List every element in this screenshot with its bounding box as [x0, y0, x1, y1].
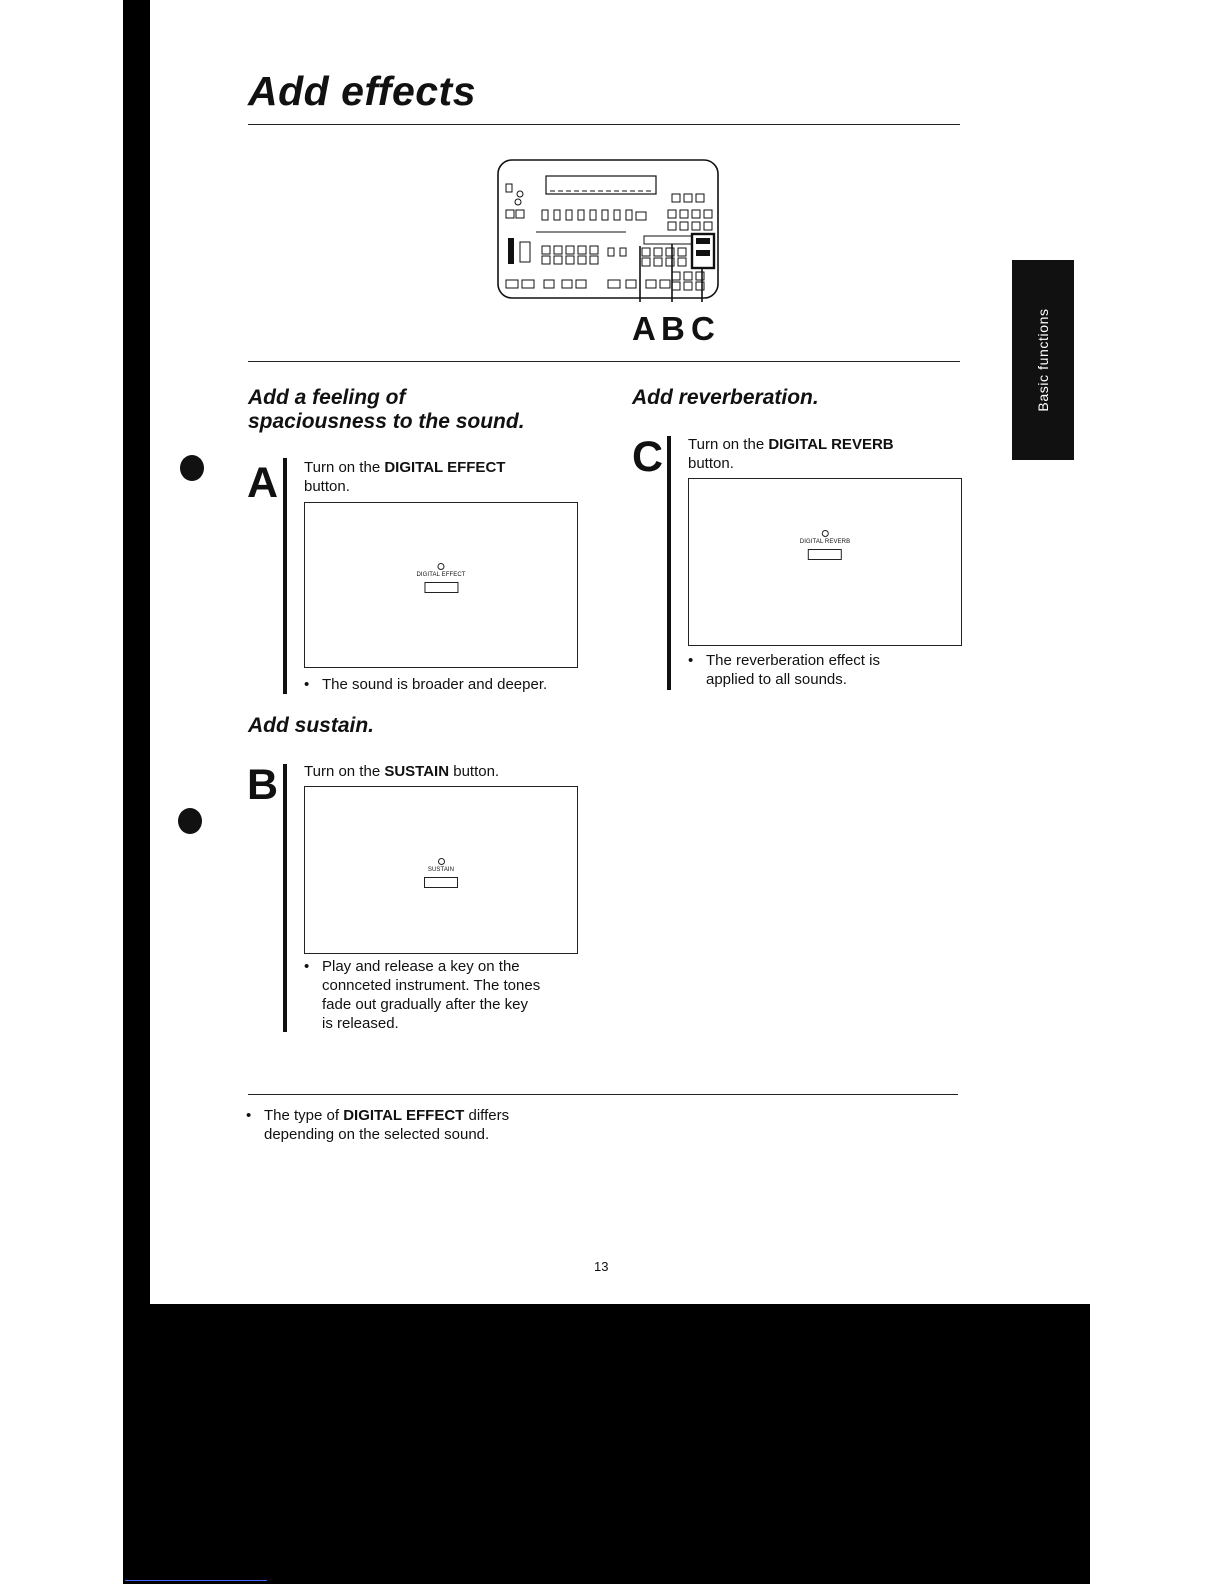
effect-heading-line2: spaciousness to the sound.	[248, 410, 525, 433]
step-b-bar	[283, 764, 287, 1032]
effect-heading	[248, 386, 525, 434]
sustain-instruction-bold: SUSTAIN	[384, 763, 450, 780]
effect-instruction-bold: DIGITAL EFFECT	[384, 459, 506, 476]
reverb-instruction-bold: DIGITAL REVERB	[768, 436, 894, 453]
title-rule	[248, 124, 960, 125]
footnote-line2: depending on the selected sound.	[264, 1126, 490, 1143]
binding-hole-top	[180, 455, 204, 481]
sustain-instruction-post: button.	[449, 763, 500, 780]
digital-reverb-control	[800, 530, 850, 560]
digital-effect-label: DIGITAL EFFECT	[416, 572, 466, 579]
section-rule	[248, 361, 960, 362]
reverb-instruction-post: button.	[688, 455, 734, 472]
reverb-note-line1: The reverberation effect is	[706, 652, 880, 669]
step-c-bar	[667, 436, 671, 690]
left-margin	[0, 0, 123, 1584]
side-tab	[1012, 260, 1074, 460]
sustain-panel	[304, 786, 578, 954]
sustain-heading: Add sustain.	[248, 714, 375, 737]
bottom-right-scan-border	[1068, 1304, 1090, 1584]
bottom-scan-border	[123, 1304, 1090, 1584]
indicator-light-icon	[437, 563, 444, 570]
figure-label-b: B	[661, 310, 685, 347]
footnote-bold: DIGITAL EFFECT	[343, 1107, 465, 1124]
step-letter-a: A	[247, 459, 279, 507]
footnote-post: differs	[464, 1107, 510, 1124]
footnote-pre: The type of	[264, 1107, 344, 1124]
step-letter-b: B	[247, 761, 279, 809]
page-title: Add effects	[248, 68, 477, 114]
sustain-note-line2: connceted instrument. The tones	[322, 977, 541, 994]
sustain-label: SUSTAIN	[427, 867, 455, 874]
sustain-note-line3: fade out gradually after the key	[322, 996, 528, 1013]
sustain-instruction	[304, 762, 499, 781]
sustain-note-line1: Play and release a key on the	[322, 958, 520, 975]
reverb-heading: Add reverberation.	[632, 386, 819, 409]
sustain-note-line4: is released.	[322, 1015, 399, 1032]
step-letter-c: C	[632, 433, 664, 481]
figure-label-a: A	[632, 310, 656, 347]
page-number: 13	[594, 1259, 609, 1274]
reverb-instruction	[688, 435, 894, 473]
effect-heading-line1: Add a feeling of	[248, 386, 406, 409]
figure-label-c: C	[691, 310, 715, 347]
sustain-instruction-pre: Turn on the	[304, 763, 385, 780]
right-margin	[1090, 0, 1224, 1584]
digital-reverb-label: DIGITAL REVERB	[799, 539, 851, 546]
effect-instruction-pre: Turn on the	[304, 459, 385, 476]
digital-effect-control	[416, 563, 465, 593]
effect-instruction-post: button.	[304, 478, 350, 495]
step-a-bar	[283, 458, 287, 694]
sustain-button[interactable]	[424, 877, 458, 888]
indicator-light-icon	[438, 858, 445, 865]
reverb-note-line2: applied to all sounds.	[706, 671, 847, 688]
side-tab-label: Basic functions	[1035, 308, 1051, 412]
digital-effect-panel	[304, 502, 578, 668]
footnote	[264, 1106, 509, 1144]
binding-hole-bottom	[178, 808, 202, 834]
effect-note: • The sound is broader and deeper.	[322, 675, 547, 694]
reverb-instruction-pre: Turn on the	[688, 436, 769, 453]
reverb-note	[706, 651, 880, 689]
footnote-rule	[248, 1094, 958, 1095]
digital-effect-button[interactable]	[424, 582, 458, 593]
digital-reverb-button[interactable]	[808, 549, 842, 560]
effect-instruction	[304, 458, 505, 496]
sustain-control	[424, 858, 458, 888]
indicator-light-icon	[821, 530, 828, 537]
link-underline	[125, 1580, 267, 1581]
control-panel-diagram	[496, 158, 720, 302]
sustain-note	[322, 957, 540, 1033]
digital-reverb-panel	[688, 478, 962, 646]
